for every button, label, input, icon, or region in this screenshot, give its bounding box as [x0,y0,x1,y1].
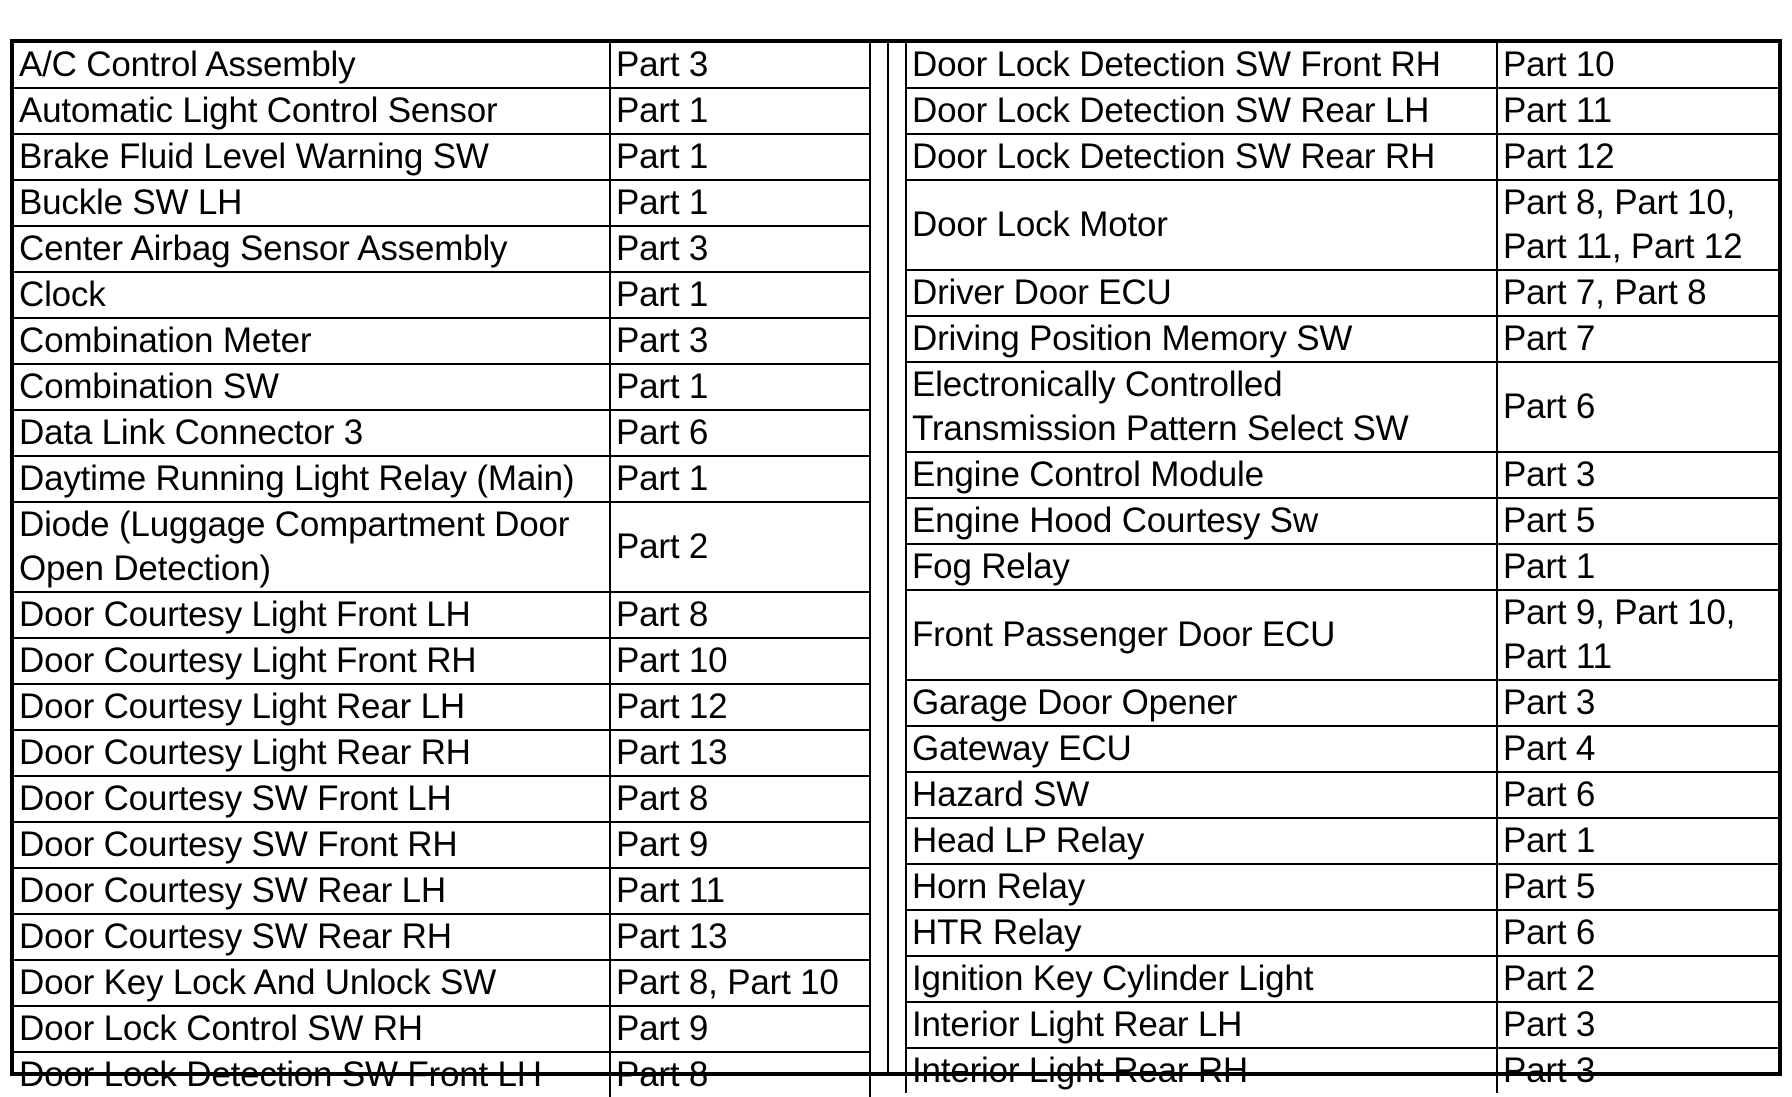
table-row [906,726,1779,772]
part-reference-cell: Part 3 [1497,1048,1779,1093]
component-name-cell: Center Airbag Sensor Assembly [14,226,610,272]
column-divider [887,43,889,1072]
component-name-cell: Garage Door Opener [906,680,1497,726]
component-name-cell: Driver Door ECU [906,270,1497,316]
component-name-cell: Head LP Relay [906,818,1497,864]
component-name-cell: Door Lock Control SW RH [14,1006,610,1052]
component-name-cell: Door Courtesy SW Rear RH [14,914,610,960]
component-name-cell: Door Courtesy SW Front RH [14,822,610,868]
part-reference-cell: Part 3 [610,226,870,272]
table-row [14,88,870,134]
part-reference-cell: Part 3 [1497,452,1779,498]
table-row [906,544,1779,590]
component-index-table-right [905,43,1779,1093]
component-name-cell: Engine Control Module [906,452,1497,498]
part-reference-cell: Part 7, Part 8 [1497,270,1779,316]
part-reference-cell: Part 3 [610,318,870,364]
table-row [906,452,1779,498]
component-name-cell: Door Courtesy SW Front LH [14,776,610,822]
table-row [906,910,1779,956]
part-reference-cell: Part 9 [610,1006,870,1052]
part-reference-cell: Part 5 [1497,498,1779,544]
part-reference-cell: Part 3 [1497,1002,1779,1048]
component-name-cell: Door Courtesy Light Rear RH [14,730,610,776]
part-reference-cell: Part 8 [610,776,870,822]
part-reference-cell: Part 2 [610,502,870,592]
component-name-cell: Door Courtesy Light Front RH [14,638,610,684]
part-reference-cell: Part 7 [1497,316,1779,362]
table-row [906,1048,1779,1093]
component-name-cell: Hazard SW [906,772,1497,818]
component-name-cell: Interior Light Rear LH [906,1002,1497,1048]
part-reference-cell: Part 1 [610,272,870,318]
table-row [906,498,1779,544]
part-reference-cell: Part 12 [1497,134,1779,180]
table-row [906,818,1779,864]
part-reference-cell: Part 3 [610,43,870,88]
table-row [14,364,870,410]
table-row [14,914,870,960]
part-reference-cell: Part 10 [610,638,870,684]
part-reference-cell: Part 11 [610,868,870,914]
part-reference-cell: Part 13 [610,914,870,960]
part-reference-cell: Part 9 [610,822,870,868]
table-row [906,180,1779,270]
part-reference-cell: Part 4 [1497,726,1779,772]
component-name-cell: Diode (Luggage Compartment Door Open Detection) [14,502,610,592]
table-row [906,270,1779,316]
component-name-cell: Engine Hood Courtesy Sw [906,498,1497,544]
table-row [906,1002,1779,1048]
part-reference-cell: Part 1 [610,134,870,180]
table-row [906,88,1779,134]
component-name-cell: Automatic Light Control Sensor [14,88,610,134]
table-row [906,43,1779,88]
table-row [14,1052,870,1097]
component-name-cell: Combination Meter [14,318,610,364]
part-reference-cell: Part 1 [610,364,870,410]
table-row [14,43,870,88]
part-reference-cell: Part 2 [1497,956,1779,1002]
component-name-cell: Door Courtesy Light Front LH [14,592,610,638]
table-row [906,864,1779,910]
part-reference-cell: Part 8, Part 10, Part 11, Part 12 [1497,180,1779,270]
table-row [906,134,1779,180]
component-name-cell: Door Lock Detection SW Rear LH [906,88,1497,134]
table-row [14,868,870,914]
part-reference-cell: Part 5 [1497,864,1779,910]
part-reference-cell: Part 6 [1497,910,1779,956]
part-reference-cell: Part 1 [1497,544,1779,590]
component-name-cell: Brake Fluid Level Warning SW [14,134,610,180]
table-row [906,956,1779,1002]
part-reference-cell: Part 1 [610,456,870,502]
table-row [906,316,1779,362]
part-reference-cell: Part 12 [610,684,870,730]
component-name-cell: Door Lock Motor [906,180,1497,270]
component-name-cell: Interior Light Rear RH [906,1048,1497,1093]
component-name-cell: Buckle SW LH [14,180,610,226]
component-index-table-left [14,43,871,1097]
part-reference-cell: Part 10 [1497,43,1779,88]
component-name-cell: Electronically Controlled Transmission Pattern Select SW [906,362,1497,452]
table-row [14,226,870,272]
table-row [906,590,1779,680]
part-reference-cell: Part 8 [610,1052,870,1097]
component-name-cell: Data Link Connector 3 [14,410,610,456]
part-reference-cell: Part 8, Part 10 [610,960,870,1006]
part-reference-cell: Part 6 [1497,772,1779,818]
part-reference-cell: Part 1 [1497,818,1779,864]
table-row [906,772,1779,818]
component-name-cell: HTR Relay [906,910,1497,956]
table-row [14,822,870,868]
component-name-cell: Combination SW [14,364,610,410]
component-name-cell: A/C Control Assembly [14,43,610,88]
component-name-cell: Door Lock Detection SW Front RH [906,43,1497,88]
component-name-cell: Gateway ECU [906,726,1497,772]
part-reference-cell: Part 6 [610,410,870,456]
component-name-cell: Ignition Key Cylinder Light [906,956,1497,1002]
table-row [14,456,870,502]
table-row [14,410,870,456]
part-reference-cell: Part 1 [610,180,870,226]
table-row [14,638,870,684]
part-reference-cell: Part 9, Part 10, Part 11 [1497,590,1779,680]
table-row [14,272,870,318]
component-name-cell: Clock [14,272,610,318]
part-reference-cell: Part 1 [610,88,870,134]
table-row [14,776,870,822]
component-name-cell: Door Lock Detection SW Rear RH [906,134,1497,180]
table-row [14,592,870,638]
component-name-cell: Daytime Running Light Relay (Main) [14,456,610,502]
table-row [14,134,870,180]
table-row [14,730,870,776]
table-row [14,180,870,226]
component-name-cell: Door Key Lock And Unlock SW [14,960,610,1006]
component-name-cell: Driving Position Memory SW [906,316,1497,362]
part-reference-cell: Part 8 [610,592,870,638]
component-name-cell: Door Courtesy SW Rear LH [14,868,610,914]
table-row [14,502,870,592]
component-name-cell: Door Courtesy Light Rear LH [14,684,610,730]
part-reference-cell: Part 3 [1497,680,1779,726]
table-row [906,680,1779,726]
component-name-cell: Door Lock Detection SW Front LH [14,1052,610,1097]
component-name-cell: Horn Relay [906,864,1497,910]
table-row [14,684,870,730]
component-name-cell: Fog Relay [906,544,1497,590]
table-row [14,960,870,1006]
table-row [906,362,1779,452]
part-reference-cell: Part 6 [1497,362,1779,452]
component-name-cell: Front Passenger Door ECU [906,590,1497,680]
table-row [14,1006,870,1052]
part-reference-cell: Part 11 [1497,88,1779,134]
table-row [14,318,870,364]
part-reference-cell: Part 13 [610,730,870,776]
component-index-sheet [10,39,1782,1094]
